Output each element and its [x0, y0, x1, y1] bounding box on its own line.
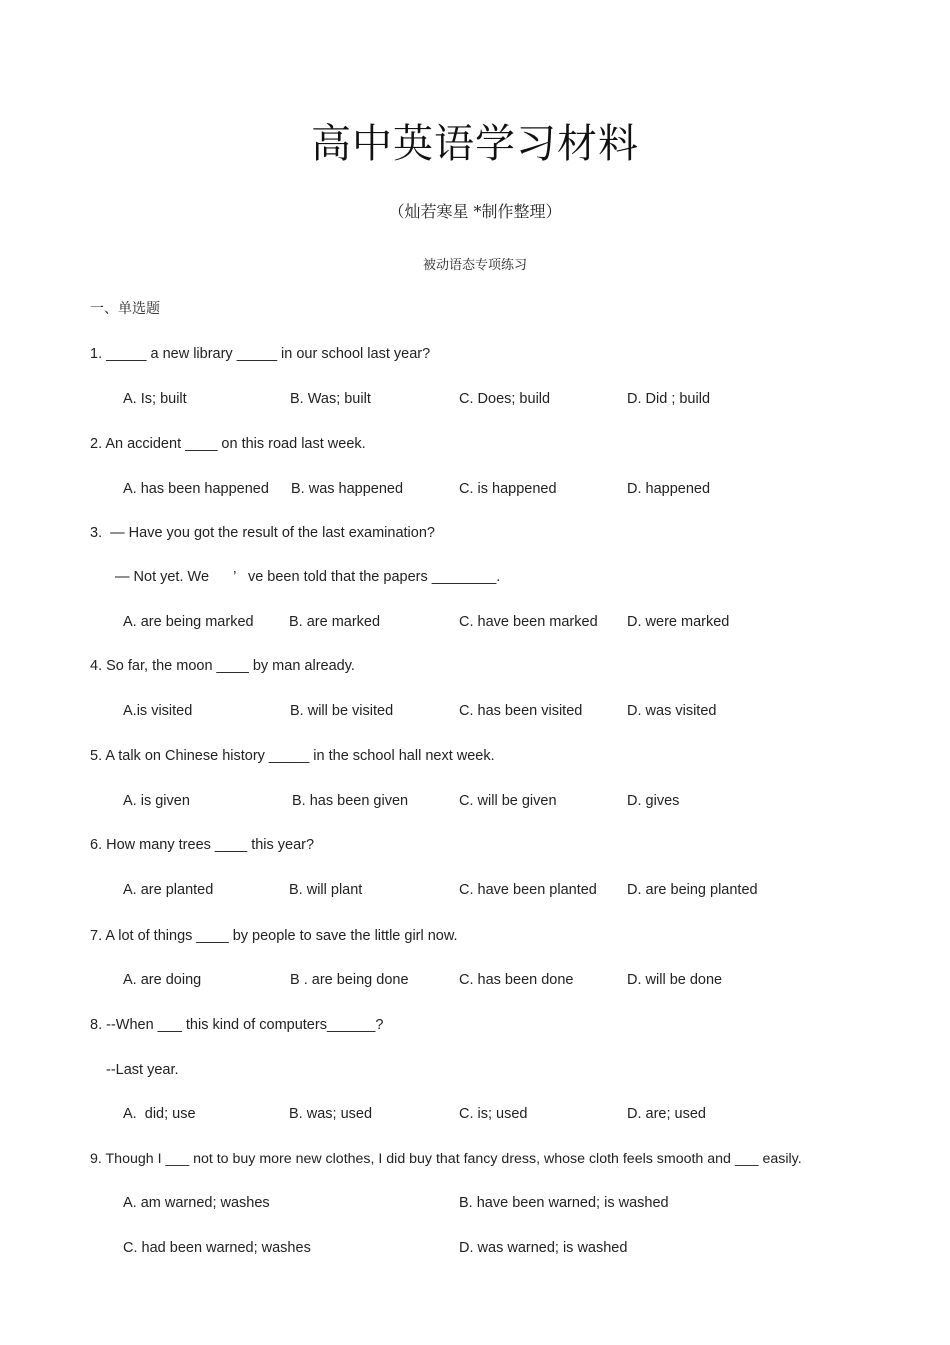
- question-4-option-d: D. was visited: [627, 703, 717, 719]
- question-3: 3. — Have you got the result of the last examination?: [90, 525, 435, 541]
- question-9-option-b: B. have been warned; is washed: [459, 1195, 669, 1211]
- question-2-option-c: C. is happened: [459, 481, 557, 497]
- question-8-option-b: B. was; used: [289, 1106, 373, 1122]
- question-7-option-d: D. will be done: [627, 972, 723, 988]
- question-6: 6. How many trees ____ this year?: [90, 837, 315, 853]
- question-1-option-c: C. Does; build: [459, 391, 551, 407]
- question-8-reply: --Last year.: [106, 1062, 179, 1078]
- question-5: 5. A talk on Chinese history _____ in the school hall next week.: [90, 748, 495, 764]
- question-1: 1. _____ a new library _____ in our school last year?: [90, 346, 431, 362]
- question-4-option-c: C. has been visited: [459, 703, 583, 719]
- question-2: 2. An accident ____ on this road last week.: [90, 436, 366, 452]
- question-2-option-d: D. happened: [627, 481, 711, 497]
- question-5-option-a: A. is given: [123, 793, 190, 809]
- question-6-option-c: C. have been planted: [459, 882, 597, 898]
- question-7-option-a: A. are doing: [123, 972, 202, 988]
- question-9-option-c: C. had been warned; washes: [123, 1240, 311, 1256]
- question-4-option-a: A.is visited: [123, 703, 193, 719]
- question-7-option-c: C. has been done: [459, 972, 574, 988]
- question-8-option-c: C. is; used: [459, 1106, 528, 1122]
- question-6-option-a: A. are planted: [123, 882, 214, 898]
- question-1-option-b: B. Was; built: [290, 391, 371, 407]
- question-4: 4. So far, the moon ____ by man already.: [90, 658, 355, 674]
- question-6-option-b: B. will plant: [289, 882, 363, 898]
- question-6-option-d: D. are being planted: [627, 882, 758, 898]
- question-2-option-b: B. was happened: [291, 481, 404, 497]
- question-8-option-a: A. did; use: [123, 1106, 196, 1122]
- question-4-option-b: B. will be visited: [290, 703, 394, 719]
- question-8: 8. --When ___ this kind of computers______?: [90, 1017, 384, 1033]
- question-5-option-c: C. will be given: [459, 793, 557, 809]
- question-8-option-d: D. are; used: [627, 1106, 706, 1122]
- question-5-option-d: D. gives: [627, 793, 680, 809]
- question-9-option-d: D. was warned; is washed: [459, 1240, 628, 1256]
- question-9: 9. Though I ___ not to buy more new clothes, I did buy that fancy dress, whose cloth feels smooth and ___ easily.: [90, 1151, 802, 1167]
- question-3-option-a: A. are being marked: [123, 614, 254, 630]
- question-1-option-d: D. Did ; build: [627, 391, 711, 407]
- document-title: 高中英语学习材料: [311, 121, 639, 167]
- question-1-option-a: A. Is; built: [123, 391, 187, 407]
- question-3-reply: — Not yet. We ’ ve been told that the papers ________.: [115, 569, 501, 585]
- question-2-option-a: A. has been happened: [123, 481, 269, 497]
- question-5-option-b: B. has been given: [292, 793, 409, 809]
- question-3-option-b: B. are marked: [289, 614, 381, 630]
- document-subtitle: （灿若寒星 *制作整理）: [388, 202, 562, 221]
- question-3-option-d: D. were marked: [627, 614, 730, 630]
- question-7: 7. A lot of things ____ by people to save the little girl now.: [90, 928, 458, 944]
- question-3-option-c: C. have been marked: [459, 614, 598, 630]
- exercise-topic: 被动语态专项练习: [422, 258, 527, 273]
- question-7-option-b: B . are being done: [290, 972, 409, 988]
- question-9-option-a: A. am warned; washes: [123, 1195, 270, 1211]
- section-heading: 一、单选题: [90, 301, 160, 317]
